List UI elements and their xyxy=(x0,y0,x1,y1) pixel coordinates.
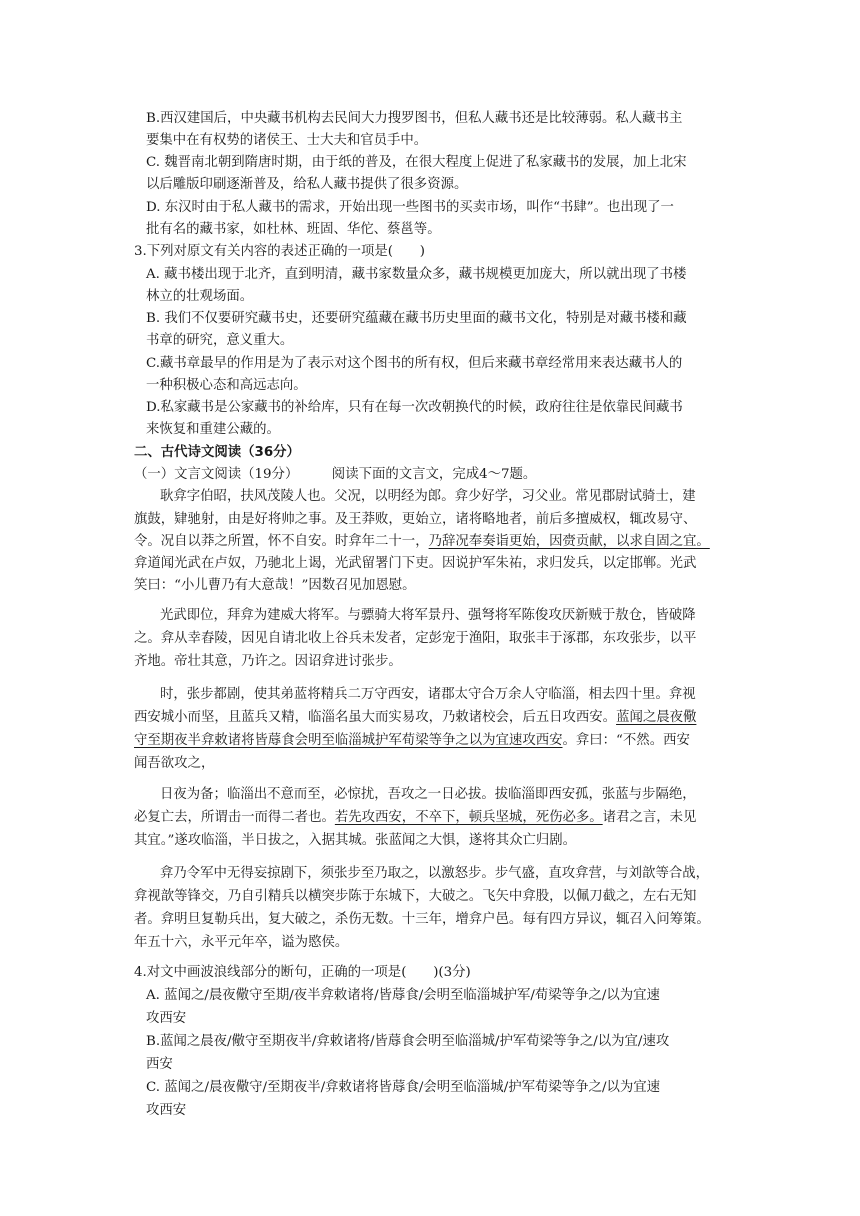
q4-option-a-line1: A. 蓝闻之/晨夜儆守至期/夜半弇敕诸将/皆蓐食/会明至临淄城护军/荀梁等争之/以为宜速 xyxy=(146,988,660,1003)
q2-option-b-line1: B.西汉建国后，中央藏书机构去民间大力搜罗图书，但私人藏书还是比较薄弱。私人藏书主 xyxy=(146,111,683,126)
q4-stem: 4.对文中画波浪线部分的断句，正确的一项是( )(3分) xyxy=(134,965,471,980)
section-title: 二、古代诗文阅读（36分） xyxy=(134,445,300,460)
passage-line: 弇乃令军中无得妄掠剧下，须张步至乃取之，以激怒步。步气盛，直攻弇营，与刘歆等合战， xyxy=(160,866,710,881)
q3-option-b-line2: 书章的研究，意义重大。 xyxy=(146,333,294,348)
passage-line: 耿弇字伯昭，扶风茂陵人也。父况，以明经为郎。弇少好学，习父业。常见郡尉试骑士，建 xyxy=(160,489,696,504)
passage-text: 西安城小而坚，且蓝兵又精，临淄名虽大而实易攻，乃敕诸校会，后五日攻西安。 xyxy=(134,710,617,725)
underlined-sentence-1: 乃辞况奉奏诣更始，因赍贡献，以求自固之宜。 xyxy=(428,534,710,549)
passage-line: 日夜为备；临淄出不意而至，必惊扰，吾攻之一日必拔。拔临淄即西安孤，张蓝与步隔绝， xyxy=(160,787,696,802)
passage-line: 之。弇从幸舂陵，因见自请北收上谷兵未发者，定彭宠于渔阳，取张丰于涿郡，东攻张步，以平 xyxy=(134,631,697,646)
q3-option-a-line1: A. 藏书楼出现于北齐，直到明清，藏书家数量众多，藏书规模更加庞大，所以就出现了书楼 xyxy=(146,267,687,282)
passage-text: 。弇曰：“不然。西安 xyxy=(562,733,690,748)
q4-option-b-line2: 西安 xyxy=(146,1057,173,1072)
passage-line: 旗鼓，肄驰射，由是好将帅之事。及王莽败，更始立，诸将略地者，前后多擅威权，辄改易守、 xyxy=(134,512,697,527)
passage-line xyxy=(134,531,710,553)
q3-option-b-line1: B. 我们不仅要研究藏书史，还要研究蕴藏在藏书历史里面的藏书文化，特别是对藏书楼和藏 xyxy=(146,311,687,326)
q2-option-d-line1: D. 东汉时由于私人藏书的需求，开始出现一些图书的买卖市场，叫作“书肆”。也出现了一 xyxy=(146,200,674,215)
passage-line: 其宜。”遂攻临淄，半日拔之，入据其城。张蓝闻之大惧，遂将其众亡归剧。 xyxy=(134,833,577,848)
passage-line xyxy=(134,730,690,752)
wavy-line-segment: 蓝闻之晨夜儆 xyxy=(616,710,697,725)
passage-text: 必复亡去，所谓击一而得二者也。 xyxy=(134,810,335,825)
q2-option-d-line2: 批有名的藏书家，如杜林、班固、华佗、蔡邕等。 xyxy=(146,222,441,237)
passage-text: 令。况自以莽之所置，怀不自安。时弇年二十一， xyxy=(134,534,429,549)
q2-option-c-line1: C. 魏晋南北朝到隋唐时期，由于纸的普及，在很大程度上促进了私家藏书的发展，加上北宋 xyxy=(146,155,687,170)
q3-option-d-line1: D.私家藏书是公家藏书的补给库，只有在每一次改朝换代的时候，政府往往是依靠民间藏书 xyxy=(146,400,683,415)
q4-option-b-line1: B.蓝闻之晨夜/儆守至期夜半/弇敕诸将/皆蓐食会明至临淄城/护军荀梁等争之/以为宜/速攻 xyxy=(146,1034,670,1049)
passage-line: 笑曰：“小儿曹乃有大意哉！”因数召见加恩慰。 xyxy=(134,578,416,593)
q2-option-c-line2: 以后雕版印刷逐渐普及，给私人藏书提供了很多资源。 xyxy=(146,177,468,192)
passage-line: 者。弇明旦复勒兵出，复大破之，杀伤无数。十三年，增弇户邑。每有四方异议，辄召入问筹策。 xyxy=(134,912,710,927)
passage-line xyxy=(134,707,696,729)
passage-line: 弇道闻光武在卢奴，乃驰北上谒，光武留署门下吏。因说护军朱祐，求归发兵，以定邯郸。光武 xyxy=(134,556,697,571)
q3-stem: 3.下列对原文有关内容的表述正确的一项是( ) xyxy=(134,244,426,259)
q4-option-a-line2: 攻西安 xyxy=(146,1011,187,1026)
q4-option-c-line2: 攻西安 xyxy=(146,1103,187,1118)
passage-line: 年五十六，永平元年卒，谥为愍侯。 xyxy=(134,935,349,950)
q2-option-b-line2: 要集中在有权势的诸侯王、士大夫和官员手中。 xyxy=(146,133,428,148)
q3-option-d-line2: 来恢复和重建公藏的。 xyxy=(146,422,280,437)
q3-option-a-line2: 林立的壮观场面。 xyxy=(146,289,254,304)
wavy-line-segment: 守至期夜半弇敕诸将皆蓐食会明至临淄城护军荀梁等争之以为宜速攻西安 xyxy=(134,733,563,748)
passage-line: 齐地。帝壮其意，乃许之。因诏弇进讨张步。 xyxy=(134,654,402,669)
passage-line xyxy=(134,807,696,829)
section-subtitle: （一）文言文阅读（19分） 阅读下面的文言文，完成4～7题。 xyxy=(134,467,537,482)
q4-option-c-line1: C. 蓝闻之/晨夜儆守/至期夜半/弇敕诸将皆蓐食/会明至临淄城/护军荀梁等争之/以为宜速 xyxy=(146,1080,661,1095)
passage-line: 光武即位，拜弇为建威大将军。与骠骑大将军景丹、强弩将军陈俊攻厌新贼于敖仓，皆破降 xyxy=(160,608,696,623)
passage-text: 诸君之言，未见 xyxy=(602,810,697,825)
passage-line: 时，张步都剧，使其弟蓝将精兵二万守西安，诸郡太守合万余人守临淄，相去四十里。弇视 xyxy=(160,687,696,702)
underlined-sentence-2: 若先攻西安，不卒下，顿兵坚城，死伤必多。 xyxy=(334,810,603,825)
passage-line: 弇视歆等锋交，乃自引精兵以横突步陈于东城下，大破之。飞矢中弇股，以佩刀截之，左右无知 xyxy=(134,889,697,904)
q3-option-c-line1: C.藏书章最早的作用是为了表示对这个图书的所有权，但后来藏书章经常用来表达藏书人的 xyxy=(146,356,683,371)
passage-line: 闻吾欲攻之， xyxy=(134,756,215,771)
q3-option-c-line2: 一种积极心态和高远志向。 xyxy=(146,378,307,393)
